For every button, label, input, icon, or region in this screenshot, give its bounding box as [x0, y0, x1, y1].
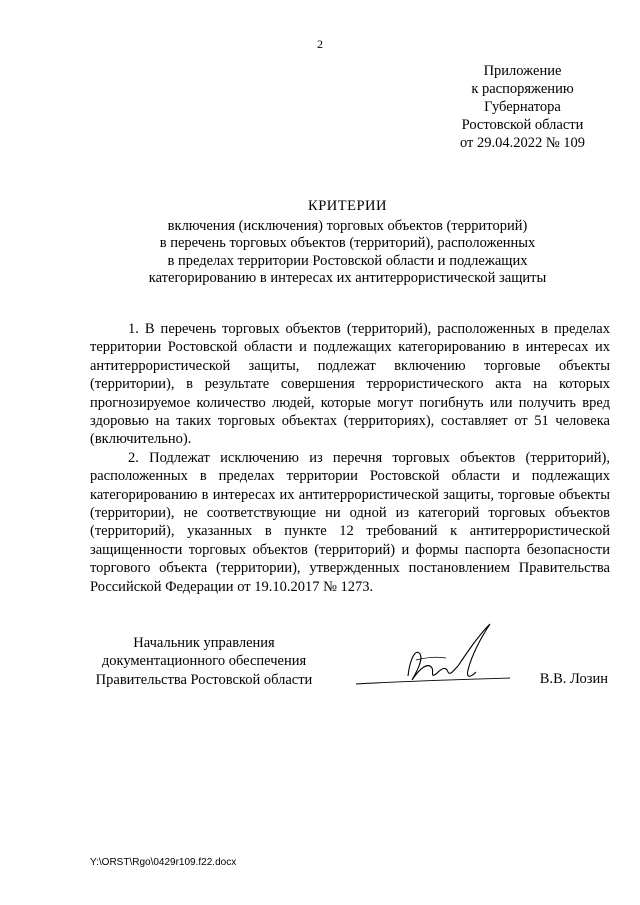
appendix-header — [450, 62, 595, 152]
document-body — [90, 320, 610, 596]
title-line: категорированию в интересах их антитеррористической защиты — [148, 270, 547, 286]
appendix-line: к распоряжению — [471, 81, 574, 97]
handwritten-signature — [350, 618, 520, 698]
appendix-line: Ростовской области — [461, 117, 584, 133]
appendix-date-number: от 29.04.2022 № 109 — [459, 135, 586, 151]
title-line: включения (исключения) торговых объектов (территорий) — [167, 217, 528, 234]
page-number: 2 — [317, 37, 323, 51]
appendix-line: Приложение — [483, 63, 562, 79]
document-title-block — [60, 198, 635, 288]
title-line: в перечень торговых объектов (территорий), расположенных — [159, 235, 536, 251]
document-title: КРИТЕРИИ — [308, 198, 387, 214]
signer-name: В.В. Лозин — [539, 671, 608, 687]
signer-position-line: Правительства Ростовской области — [95, 671, 313, 688]
paragraph-1: 1. В перечень торговых объектов (территорий), расположенных в пределах территории Ростовской области и подлежащих категорированию в интересах их антитеррористической защиты, подлежат включению торговые объекты (территории), в результате совершения террористического акта на которых прогнозируемое количество людей, которые могут погибнуть или получить вред здоровью на таких торговых объектах (территориях), составляет от 51 человека (включительно). — [90, 321, 610, 448]
signer-position-line: Начальник управления — [133, 635, 275, 651]
title-line: в пределах территории Ростовской области и подлежащих — [167, 252, 528, 269]
appendix-line: Губернатора — [484, 99, 561, 115]
file-path-footer: Y:\ORST\Rgo\0429r109.f22.docx — [90, 857, 237, 868]
signature-block — [88, 634, 608, 704]
paragraph-2: 2. Подлежат исключению из перечня торговых объектов (территорий), расположенных в пределах территории Ростовской области и подлежащих категорированию в интересах их антитеррористической защиты, торговые объекты (территории), не соответствующие ни одной из категорий торговых объектов (территорий), указанных в пункте 12 требований к антитеррористической защищенности торговых объектов (территорий) и формы паспорта безопасности торгового объекта (территории), утвержденных постановлением Правительства Российской Федерации от 19.10.2017 № 1273. — [90, 449, 610, 595]
signer-position — [88, 634, 320, 689]
signer-position-line: документационного обеспечения — [101, 653, 307, 670]
